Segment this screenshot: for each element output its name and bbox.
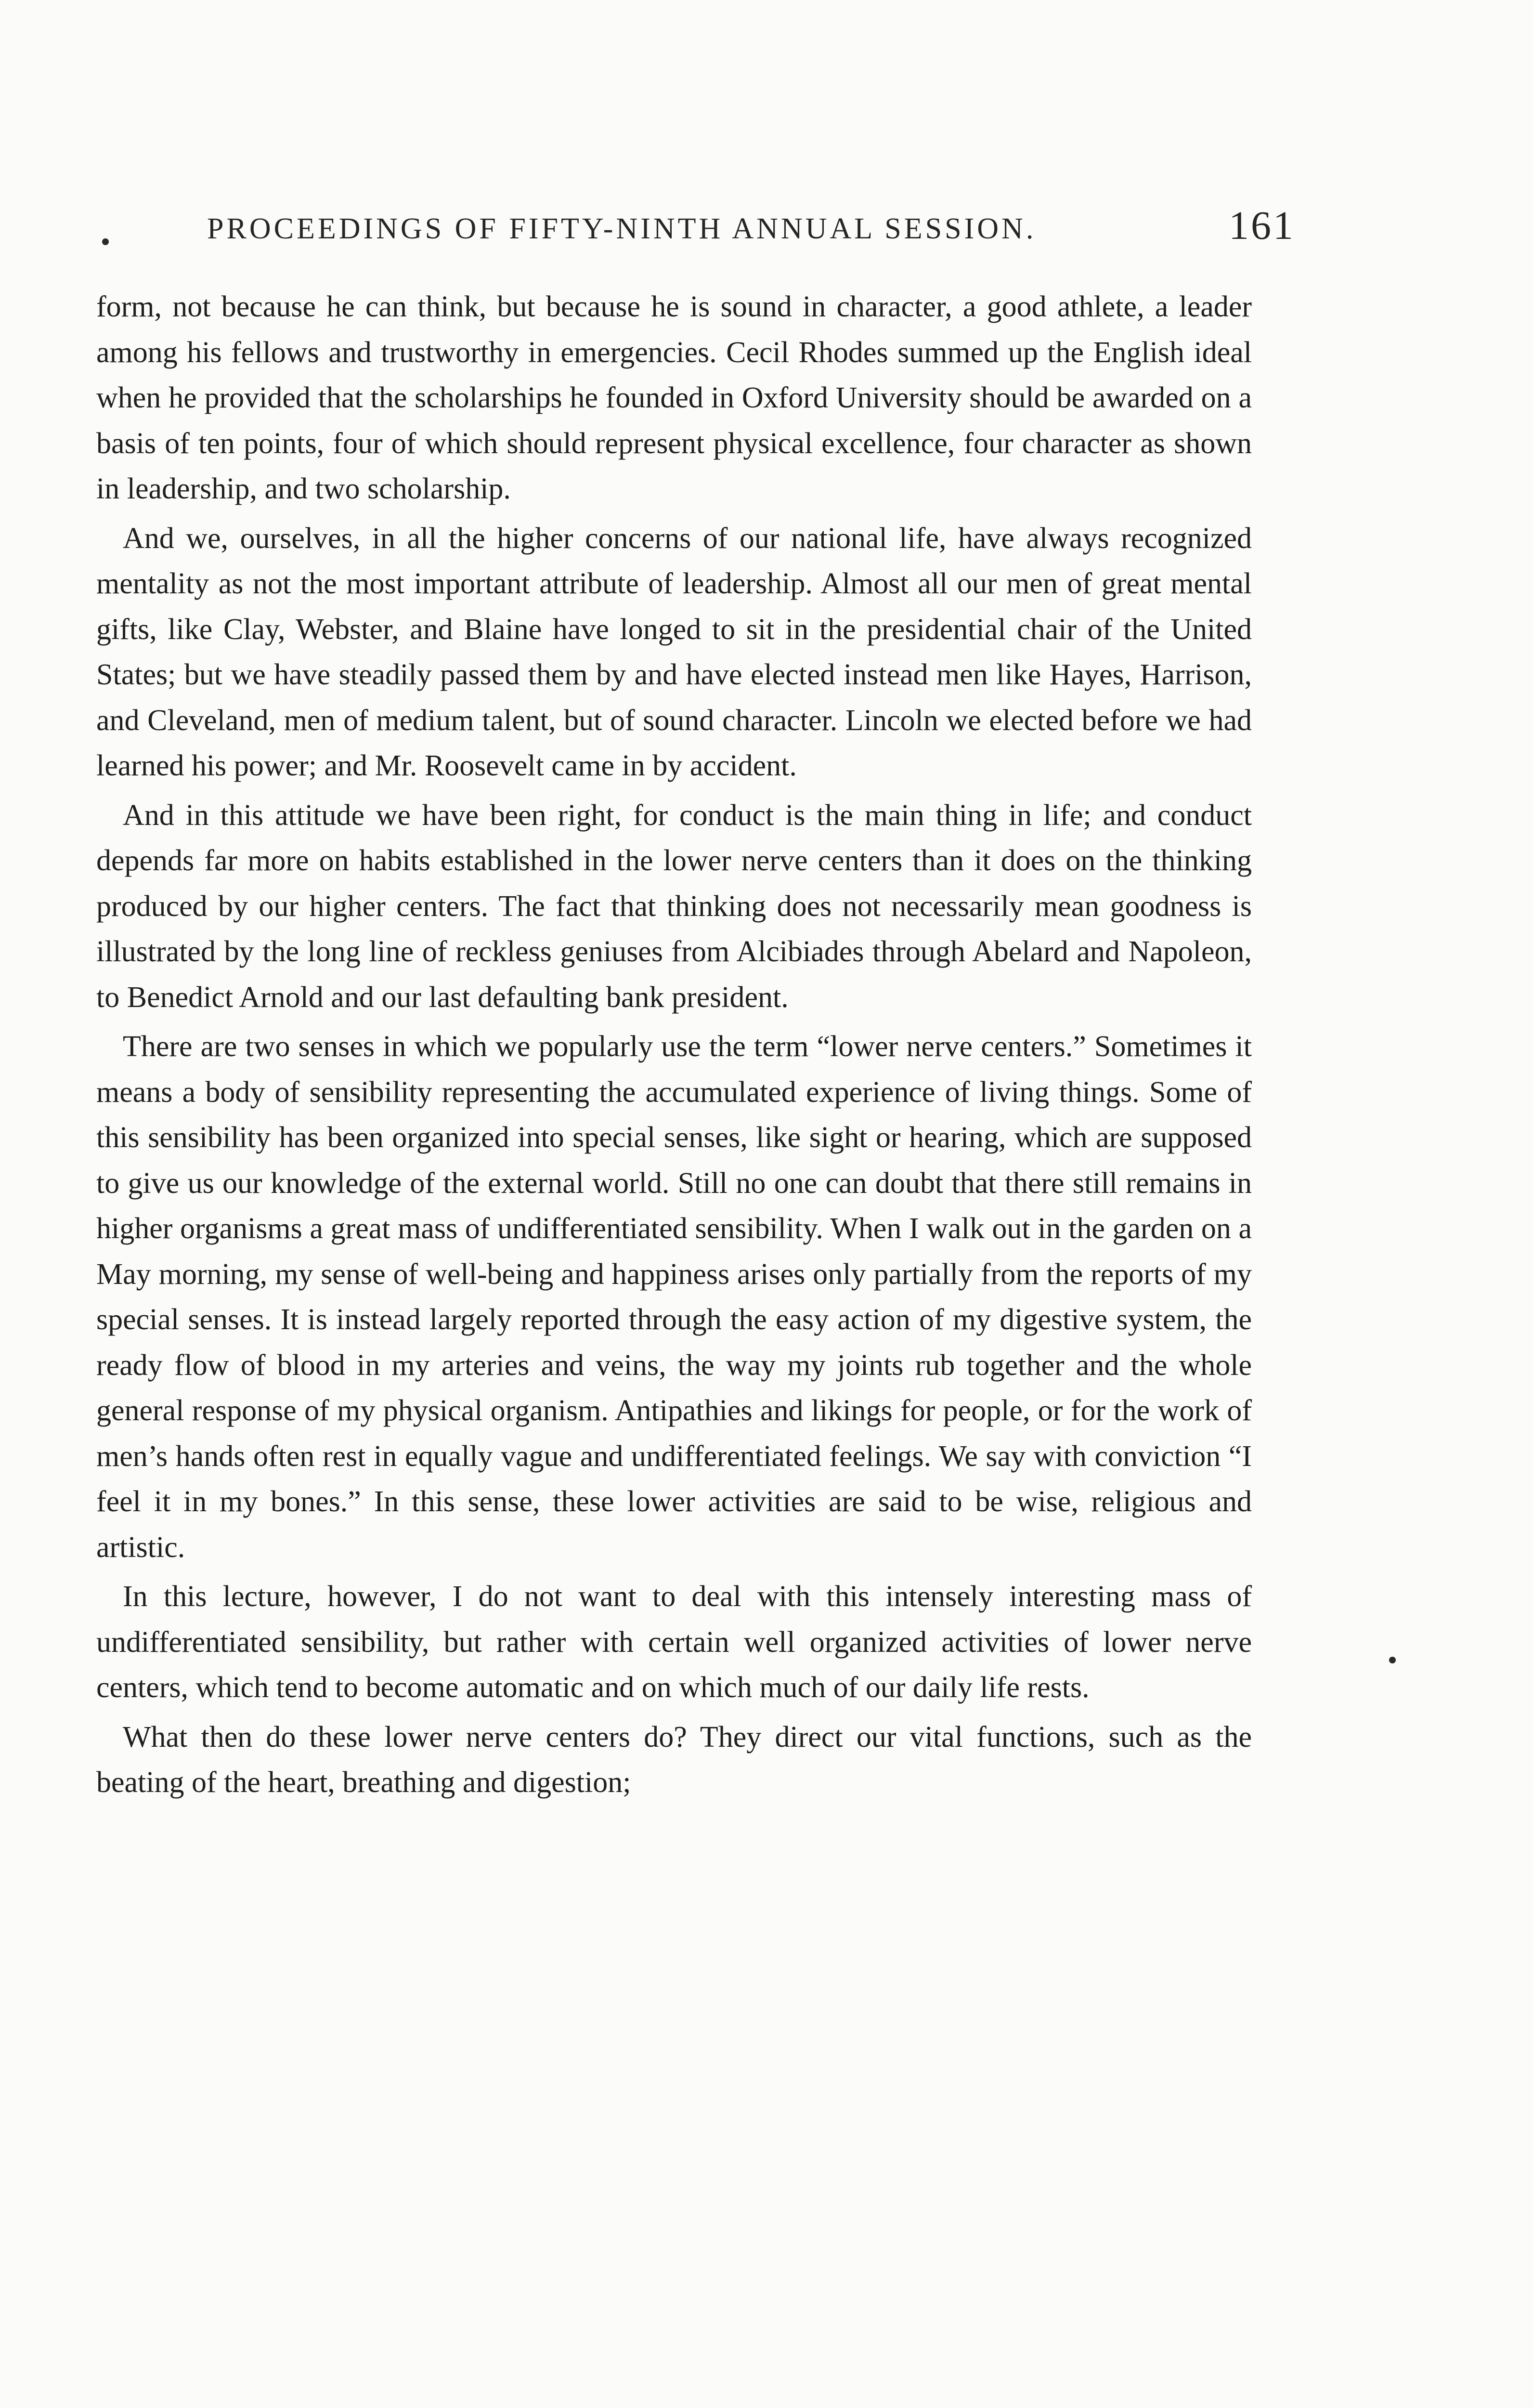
paragraph-6: What then do these lower nerve centers do? They direct our vital functions, such as the beating of the heart, breathing and digestion; (96, 1720, 1252, 1799)
margin-dot (102, 238, 109, 245)
margin-dot (1389, 1657, 1396, 1663)
running-title: PROCEEDINGS OF FIFTY-NINTH ANNUAL SESSION. (207, 212, 1037, 245)
paragraph-3: And in this attitude we have been right, for conduct is the main thing in life; and conduct depends far more on habits established in the lower nerve centers than it does on the thinking produced by our higher centers. The fact that thinking does not necessarily mean goodness is illustrated by the long line of reckless geniuses from Alcibiades through Abelard and Napoleon, to Benedict Arnold and our last defaulting bank president. (96, 798, 1252, 1014)
body-text (96, 284, 1252, 1806)
page-number: 161 (1229, 203, 1295, 248)
running-head (120, 202, 1295, 260)
paragraph-4: There are two senses in which we popularly use the term “lower nerve centers.” Sometimes it means a body of sensibility representing the accumulated experience of living things. Some of this sensibility has been organized into special senses, like sight or hearing, which are supposed to give us our knowledge of the external world. Still no one can doubt that there still remains in higher organisms a great mass of undifferentiated sensibility. When I walk out in the garden on a May morning, my sense of well-being and happiness arises only partially from the reports of my special senses. It is instead largely reported through the easy action of my digestive system, the ready flow of blood in my arteries and veins, the way my joints rub together and the whole general response of my physical organism. Antipathies and likings for people, or for the work of men’s hands often rest in equally vague and undifferentiated feelings. We say with conviction “I feel it in my bones.” In this sense, these lower activities are said to be wise, religious and artistic. (96, 1030, 1252, 1564)
paragraph-2: And we, ourselves, in all the higher concerns of our national life, have always recognized mentality as not the most important attribute of leadership. Almost all our men of great mental gifts, like Clay, Webster, and Blaine have longed to sit in the presidential chair of the United States; but we have steadily passed them by and have elected instead men like Hayes, Harrison, and Cleveland, men of medium talent, but of sound character. Lincoln we elected before we had learned his power; and Mr. Roosevelt came in by accident. (96, 522, 1252, 782)
paragraph-1: form, not because he can think, but because he is sound in character, a good athlete, a leader among his fellows and trustworthy in emergencies. Cecil Rhodes summed up the English ideal when he provided that the scholarships he founded in Oxford University should be awarded on a basis of ten points, four of which should represent physical excellence, four character as shown in leadership, and two scholarship. (96, 290, 1252, 505)
paragraph-5: In this lecture, however, I do not want to deal with this intensely interesting mass of undifferentiated sensibility, but rather with certain well organized activities of lower nerve centers, which tend to become automatic and on which much of our daily life rests. (96, 1580, 1252, 1704)
